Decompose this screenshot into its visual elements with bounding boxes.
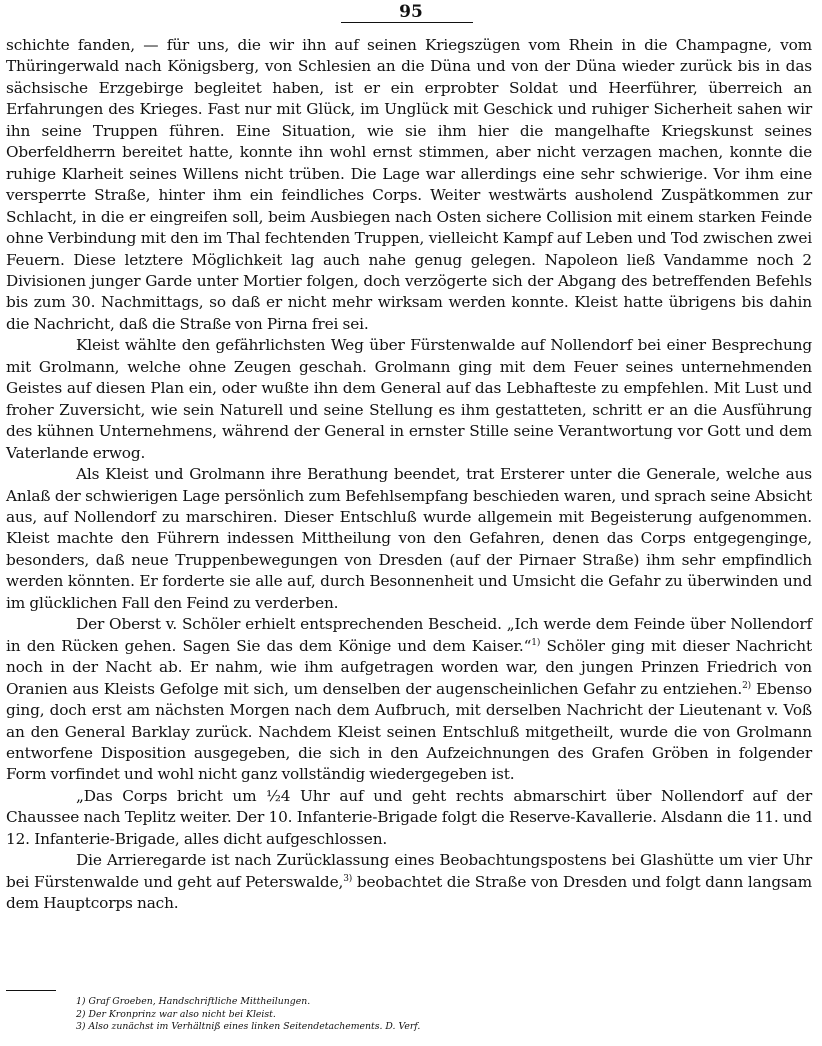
- paragraph-4-part-3: Ebenso ging, doch erst am nächsten Morgen nach dem Aufbruch, mit derselben Nachricht der Lieutenant v. Voß an den General Barklay zurück. Nachdem Kleist seinen Entschluß mitgetheilt, wurde die von Grolmann entworfene Disposition ausgegeben, die sich in den Aufzeichnungen des Grafen Gröben in folgender Form vorfindet und wohl nicht ganz vollständig wiedergegeben ist.: [6, 679, 812, 784]
- footnote-2: 2) Der Kronprinz war also nicht bei Kleist.: [76, 1008, 276, 1020]
- paragraph-2: Kleist wählte den gefährlichsten Weg über Fürstenwalde auf Nollendorf bei einer Besprechung mit Grolmann, welche ohne Zeugen geschah. Grolmann ging mit dem Feuer seines unternehmenden Geistes auf diesen Plan ein, oder wußte ihn dem General auf das Lebhafteste zu empfehlen. Mit Lust und froher Zuversicht, wie sein Naturell und seine Stellung es ihm gestatteten, schritt er an die Ausführung des kühnen Unternehmens, während der General in ernster Stille seine Verantwortung vor Gott und dem Vaterlande erwog.: [6, 336, 812, 462]
- paragraph-4-part-2: Schöler ging mit dieser Nachricht noch in der Nacht ab. Er nahm, wie ihm aufgetragen worden war, den jungen Prinzen Friedrich von Oranien aus Kleists Gefolge mit sich, um denselben der augenscheinlichen Gefahr zu entziehen.: [6, 636, 812, 698]
- footnote-ref-1: 1): [531, 637, 541, 648]
- page-number: 95: [399, 2, 423, 22]
- paragraph-6: [6, 850, 812, 914]
- paragraph-1: schichte fanden, — für uns, die wir ihn auf seinen Kriegszügen vom Rhein in die Champagne, vom Thüringerwald nach Königsberg, von Schlesien an die Düna und von der Düna wieder zurück bis in das sächsische Erzgebirge begleitet haben, ist er ein erprobter Soldat und Heerführer, überreich an Erfahrungen des Krieges. Fast nur mit Glück, im Unglück mit Geschick und ruhiger Sicherheit sahen wir ihn seine Truppen führen. Eine Situation, wie sie ihm hier die mangelhafte Kriegskunst seines Oberfeldherrn bereitet hatte, konnte ihn wohl ernst stimmen, aber nicht verzagen machen, konnte die ruhige Klarheit seines Willens nicht trüben. Die Lage war allerdings eine sehr schwierige. Vor ihm eine versperrte Straße, hinter ihm ein feindliches Corps. Weiter westwärts ausholend Zuspätkommen zur Schlacht, in die er eingreifen soll, beim Ausbiegen nach Osten sichere Collision mit einem starken Feinde ohne Verbindung mit den im Thal fechtenden Truppen, vielleicht Kampf auf Leben und Tod zwischen zwei Feuern. Diese letztere Möglichkeit lag auch nahe genug gelegen. Napoleon ließ Vandamme noch 2 Divisionen junger Garde unter Mortier folgen, doch verzögerte sich der Abgang des betreffenden Befehls bis zum 30. Nachmittags, so daß er nicht mehr wirksam werden konnte. Kleist hatte übrigens bis dahin die Nachricht, daß die Straße von Pirna frei sei.: [6, 36, 812, 333]
- paragraph-5: „Das Corps bricht um ½4 Uhr auf und geht rechts abmarschirt über Nollendorf auf der Chaussee nach Teplitz weiter. Der 10. Infanterie-Brigade folgt die Reserve-Kavallerie. Alsdann die 11. und 12. Infanterie-Brigade, alles dicht aufgeschlossen.: [6, 786, 812, 848]
- footnote-ref-2: 2): [742, 680, 752, 691]
- paragraph-4: [6, 614, 812, 786]
- body-text: [6, 35, 812, 915]
- paragraph-6-part-2: beobachtet die Straße von Dresden und folgt dann langsam dem Hauptcorps nach.: [6, 872, 812, 913]
- footnote-3: 3) Also zunächst im Verhältniß eines linken Seitendetachements. D. Verf.: [76, 1021, 421, 1032]
- footnotes: [76, 996, 776, 1034]
- paragraph-3: Als Kleist und Grolmann ihre Berathung beendet, trat Ersterer unter die Generale, welche aus Anlaß der schwierigen Lage persönlich zum Befehlsempfang beschieden waren, und sprach seine Absicht aus, auf Nollendorf zu marschiren. Dieser Entschluß wurde allgemein mit Begeisterung aufgenommen. Kleist machte den Führern indessen Mittheilung von den Gefahren, denen das Corps entgegenginge, besonders, daß neue Truppenbewegungen von Dresden (auf der Pirnaer Straße) ihm sehr empfindlich werden könnten. Er forderte sie alle auf, durch Besonnenheit und Umsicht die Gefahr zu überwinden und im glücklichen Fall den Feind zu verderben.: [6, 465, 812, 612]
- paragraph-6-part-1: Die Arrieregarde ist nach Zurücklassung eines Beobachtungspostens bei Glashütte um vier Uhr bei Fürstenwalde und geht auf Peterswalde,: [6, 851, 812, 891]
- header-rule: [341, 22, 473, 23]
- footnote-ref-3: 3): [343, 873, 353, 884]
- footnote-rule: [6, 990, 56, 991]
- paragraph-4-part-1: Der Oberst v. Schöler erhielt entsprechenden Bescheid. „Ich werde dem Feinde über Nollendorf in den Rücken gehen. Sagen Sie das dem Könige und dem Kaiser.“: [6, 615, 812, 655]
- footnote-1: 1) Graf Groeben, Handschriftliche Mittheilungen.: [76, 996, 311, 1007]
